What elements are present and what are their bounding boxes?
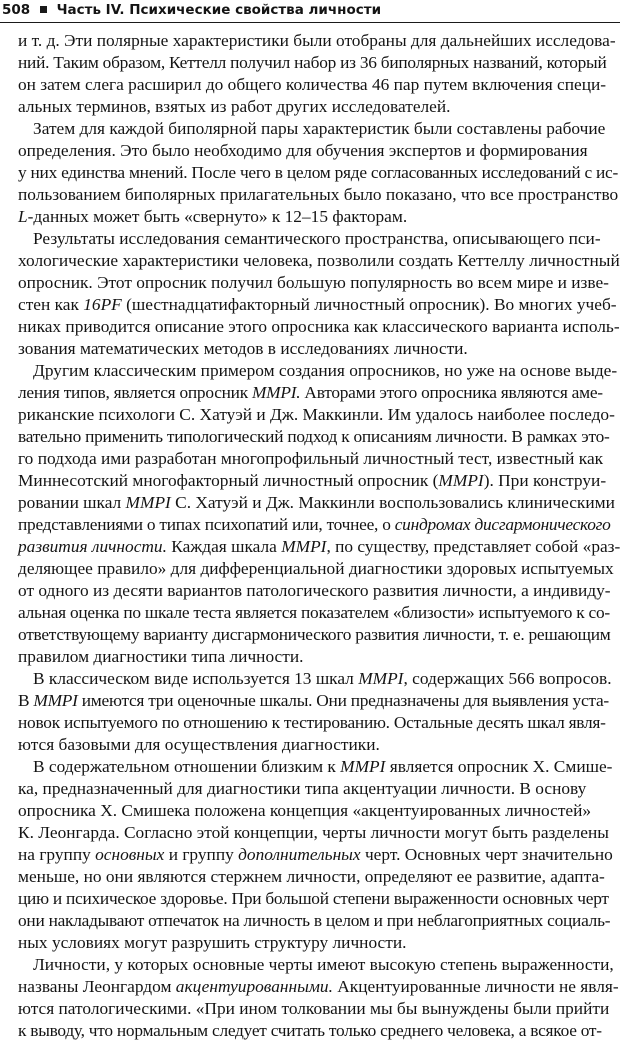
- text-line: [18, 118, 620, 140]
- italic-text-segment: дополнительных: [238, 845, 361, 864]
- text-segment: зования математических методов в исследованиях личности.: [18, 339, 468, 358]
- section-title: Часть IV. Психические свойства личности: [56, 2, 382, 18]
- text-segment: альная оценка по шкале теста является показателем «близости» испытуемого к со-: [18, 603, 610, 622]
- text-segment: , содержащих 566 вопросов.: [403, 669, 612, 688]
- text-segment: меньше, но они являются стержнем личности, определяют ее развитие, адапта-: [18, 867, 605, 886]
- text-line: [18, 756, 620, 778]
- text-segment: новок испытуемого по отношению к тестированию. Остальные десять шкал явля-: [18, 713, 606, 732]
- text-line: [18, 536, 620, 558]
- text-segment: к выводу, что нормальным следует считать только среднего человека, а всякое от-: [18, 1021, 602, 1040]
- text-segment: Личности, у которых основные черты имеют высокую степень выраженности,: [33, 955, 614, 974]
- text-line: [18, 404, 620, 426]
- text-segment: ). При конструи-: [483, 471, 607, 490]
- running-head: [0, 0, 620, 23]
- italic-text-segment: MMPI: [340, 757, 386, 776]
- text-line: [18, 162, 620, 184]
- text-segment: опросника Х. Смишека положена концепция «акцентуированных личностей»: [18, 801, 592, 820]
- italic-text-segment: MMPI.: [251, 383, 301, 402]
- text-line: [18, 52, 620, 74]
- text-segment: правилом диагностики типа личности.: [18, 647, 304, 666]
- italic-text-segment: основных: [95, 845, 165, 864]
- italic-text-segment: MMPI: [438, 471, 484, 490]
- text-line: [18, 360, 620, 382]
- italic-text-segment: 16PF: [83, 295, 122, 314]
- italic-text-segment: MMPI: [125, 493, 171, 512]
- text-segment: , по существу, представляет собой «раз-: [326, 537, 620, 556]
- text-line: [18, 492, 620, 514]
- italic-text-segment: MMPI: [358, 669, 404, 688]
- text-line: [18, 734, 620, 756]
- text-line: [18, 96, 620, 118]
- text-line: [18, 338, 620, 360]
- text-segment: названы Леонгардом: [18, 977, 176, 996]
- text-line: [18, 624, 620, 646]
- italic-text-segment: MMPI: [281, 537, 327, 556]
- text-segment: альных терминов, взятых из работ других исследователей.: [18, 97, 451, 116]
- italic-text-segment: L: [18, 207, 28, 226]
- text-segment: Акцентуированные личности не явля-: [332, 977, 619, 996]
- text-line: [18, 976, 620, 998]
- text-segment: В: [18, 691, 34, 710]
- text-line: [18, 932, 620, 954]
- text-line: [18, 778, 620, 800]
- text-segment: В классическом виде используется 13 шкал: [33, 669, 359, 688]
- text-line: [18, 602, 620, 624]
- text-segment: черт. Основных черт значительно: [360, 845, 613, 864]
- text-segment: ления типов, является опросник: [18, 383, 252, 402]
- text-line: [18, 998, 620, 1020]
- text-segment: С. Хатуэй и Дж. Маккинли воспользовались клиническими: [170, 493, 615, 512]
- header-square-bullet: [40, 6, 47, 13]
- text-segment: Каждая шкала: [166, 537, 282, 556]
- text-line: [18, 822, 620, 844]
- text-segment: вательно применить типологический подход к описаниям личности. В рамках это-: [18, 427, 610, 446]
- text-segment: он затем слега расширил до общего количества 46 пар путем включения специ-: [18, 75, 607, 94]
- text-segment: риканские психологи С. Хатуэй и Дж. Маккинли. Им удалось наиболее последо-: [18, 405, 615, 424]
- text-segment: и т. д. Эти полярные характеристики были отобраны для дальнейших исследова-: [18, 31, 616, 50]
- text-line: [18, 910, 620, 932]
- text-segment: стен как: [18, 295, 84, 314]
- text-line: [18, 228, 620, 250]
- text-line: [18, 514, 620, 536]
- text-line: [18, 580, 620, 602]
- text-segment: опросник. Этот опросник получил большую популярность во всем мире и изве-: [18, 273, 609, 292]
- text-segment: -данных может быть «свернуто» к 12–15 факторам.: [27, 207, 408, 226]
- text-segment: ровании шкал: [18, 493, 126, 512]
- text-segment: на группу: [18, 845, 96, 864]
- text-line: [18, 250, 620, 272]
- text-line: [18, 866, 620, 888]
- text-segment: К. Леонгарда. Согласно этой концепции, черты личности могут быть разделены: [18, 823, 609, 842]
- text-line: [18, 1020, 620, 1042]
- text-line: [18, 558, 620, 580]
- text-line: [18, 426, 620, 448]
- text-line: [18, 74, 620, 96]
- text-line: [18, 206, 620, 228]
- text-line: [18, 448, 620, 470]
- text-segment: ных условиях могут разрушить структуру личности.: [18, 933, 407, 952]
- text-segment: ются патологическими. «При ином толковании мы бы вынуждены были прийти: [18, 999, 610, 1018]
- text-segment: никах приводится описание этого опросника как классического варианта исполь-: [18, 317, 620, 336]
- text-line: [18, 888, 620, 910]
- page-number: 508: [2, 2, 31, 18]
- text-segment: хологические характеристики человека, позволили создать Кеттеллу личностный: [18, 251, 620, 270]
- text-segment: (шестнадцатифакторный личностный опросник). Во многих учеб-: [121, 295, 617, 314]
- text-segment: Результаты исследования семантического пространства, описывающего пси-: [33, 229, 601, 248]
- text-line: [18, 712, 620, 734]
- text-segment: В содержательном отношении близким к: [33, 757, 341, 776]
- text-line: [18, 30, 620, 52]
- italic-text-segment: акцентуированными.: [175, 977, 333, 996]
- text-segment: представлениями о типах психопатий или, точнее, о: [18, 515, 395, 534]
- italic-text-segment: синдромах дисгармонического: [394, 515, 611, 534]
- text-segment: имеются три оценочные шкалы. Они предназначены для выявления уста-: [77, 691, 609, 710]
- text-segment: Затем для каждой биполярной пары характеристик были составлены рабочие: [33, 119, 606, 138]
- italic-text-segment: развития личности.: [18, 537, 167, 556]
- text-line: [18, 800, 620, 822]
- text-line: [18, 470, 620, 492]
- text-line: [18, 272, 620, 294]
- text-segment: и группу: [164, 845, 239, 864]
- text-segment: является опросник Х. Смише-: [385, 757, 613, 776]
- text-line: [18, 668, 620, 690]
- text-segment: определения. Это было необходимо для обучения экспертов и формирования: [18, 141, 588, 160]
- text-line: [18, 646, 620, 668]
- text-segment: они накладывают отпечаток на личность в целом и при неблагоприятных социаль-: [18, 911, 611, 930]
- text-line: [18, 954, 620, 976]
- text-segment: пользованием биполярных прилагательных было показано, что все пространство: [18, 185, 619, 204]
- text-segment: у них единства мнений. После чего в целом ряде согласованных исследований с ис-: [18, 163, 619, 182]
- text-line: [18, 382, 620, 404]
- text-segment: Авторами этого опросника являются аме-: [300, 383, 603, 402]
- text-line: [18, 294, 620, 316]
- text-line: [18, 184, 620, 206]
- text-segment: цию и психическое здоровье. При большой степени выраженности основных черт: [18, 889, 609, 908]
- text-segment: от одного из десяти вариантов патологического развития личности, а индивиду-: [18, 581, 611, 600]
- text-line: [18, 316, 620, 338]
- text-segment: ка, предназначенный для диагностики типа акцентуации личности. В основу: [18, 779, 587, 798]
- text-segment: деляющее правило» для дифференциальной диагностики здоровых испытуемых: [18, 559, 614, 578]
- text-segment: ются базовыми для осуществления диагностики.: [18, 735, 380, 754]
- italic-text-segment: MMPI: [33, 691, 78, 710]
- text-line: [18, 140, 620, 162]
- text-line: [18, 844, 620, 866]
- text-segment: го подхода ими разработан многопрофильный личностный тест, известный как: [18, 449, 604, 468]
- text-segment: ответствующему варианту дисгармонического развития личности, т. е. решающим: [18, 625, 611, 644]
- text-segment: ний. Таким образом, Кеттелл получил набор из 36 биполярных названий, который: [18, 53, 607, 72]
- page-body-text: [18, 30, 620, 1042]
- text-line: [18, 690, 620, 712]
- text-segment: Миннесотский многофакторный личностный опросник (: [18, 471, 439, 490]
- text-segment: Другим классическим примером создания опросников, но уже на основе выде-: [33, 361, 618, 380]
